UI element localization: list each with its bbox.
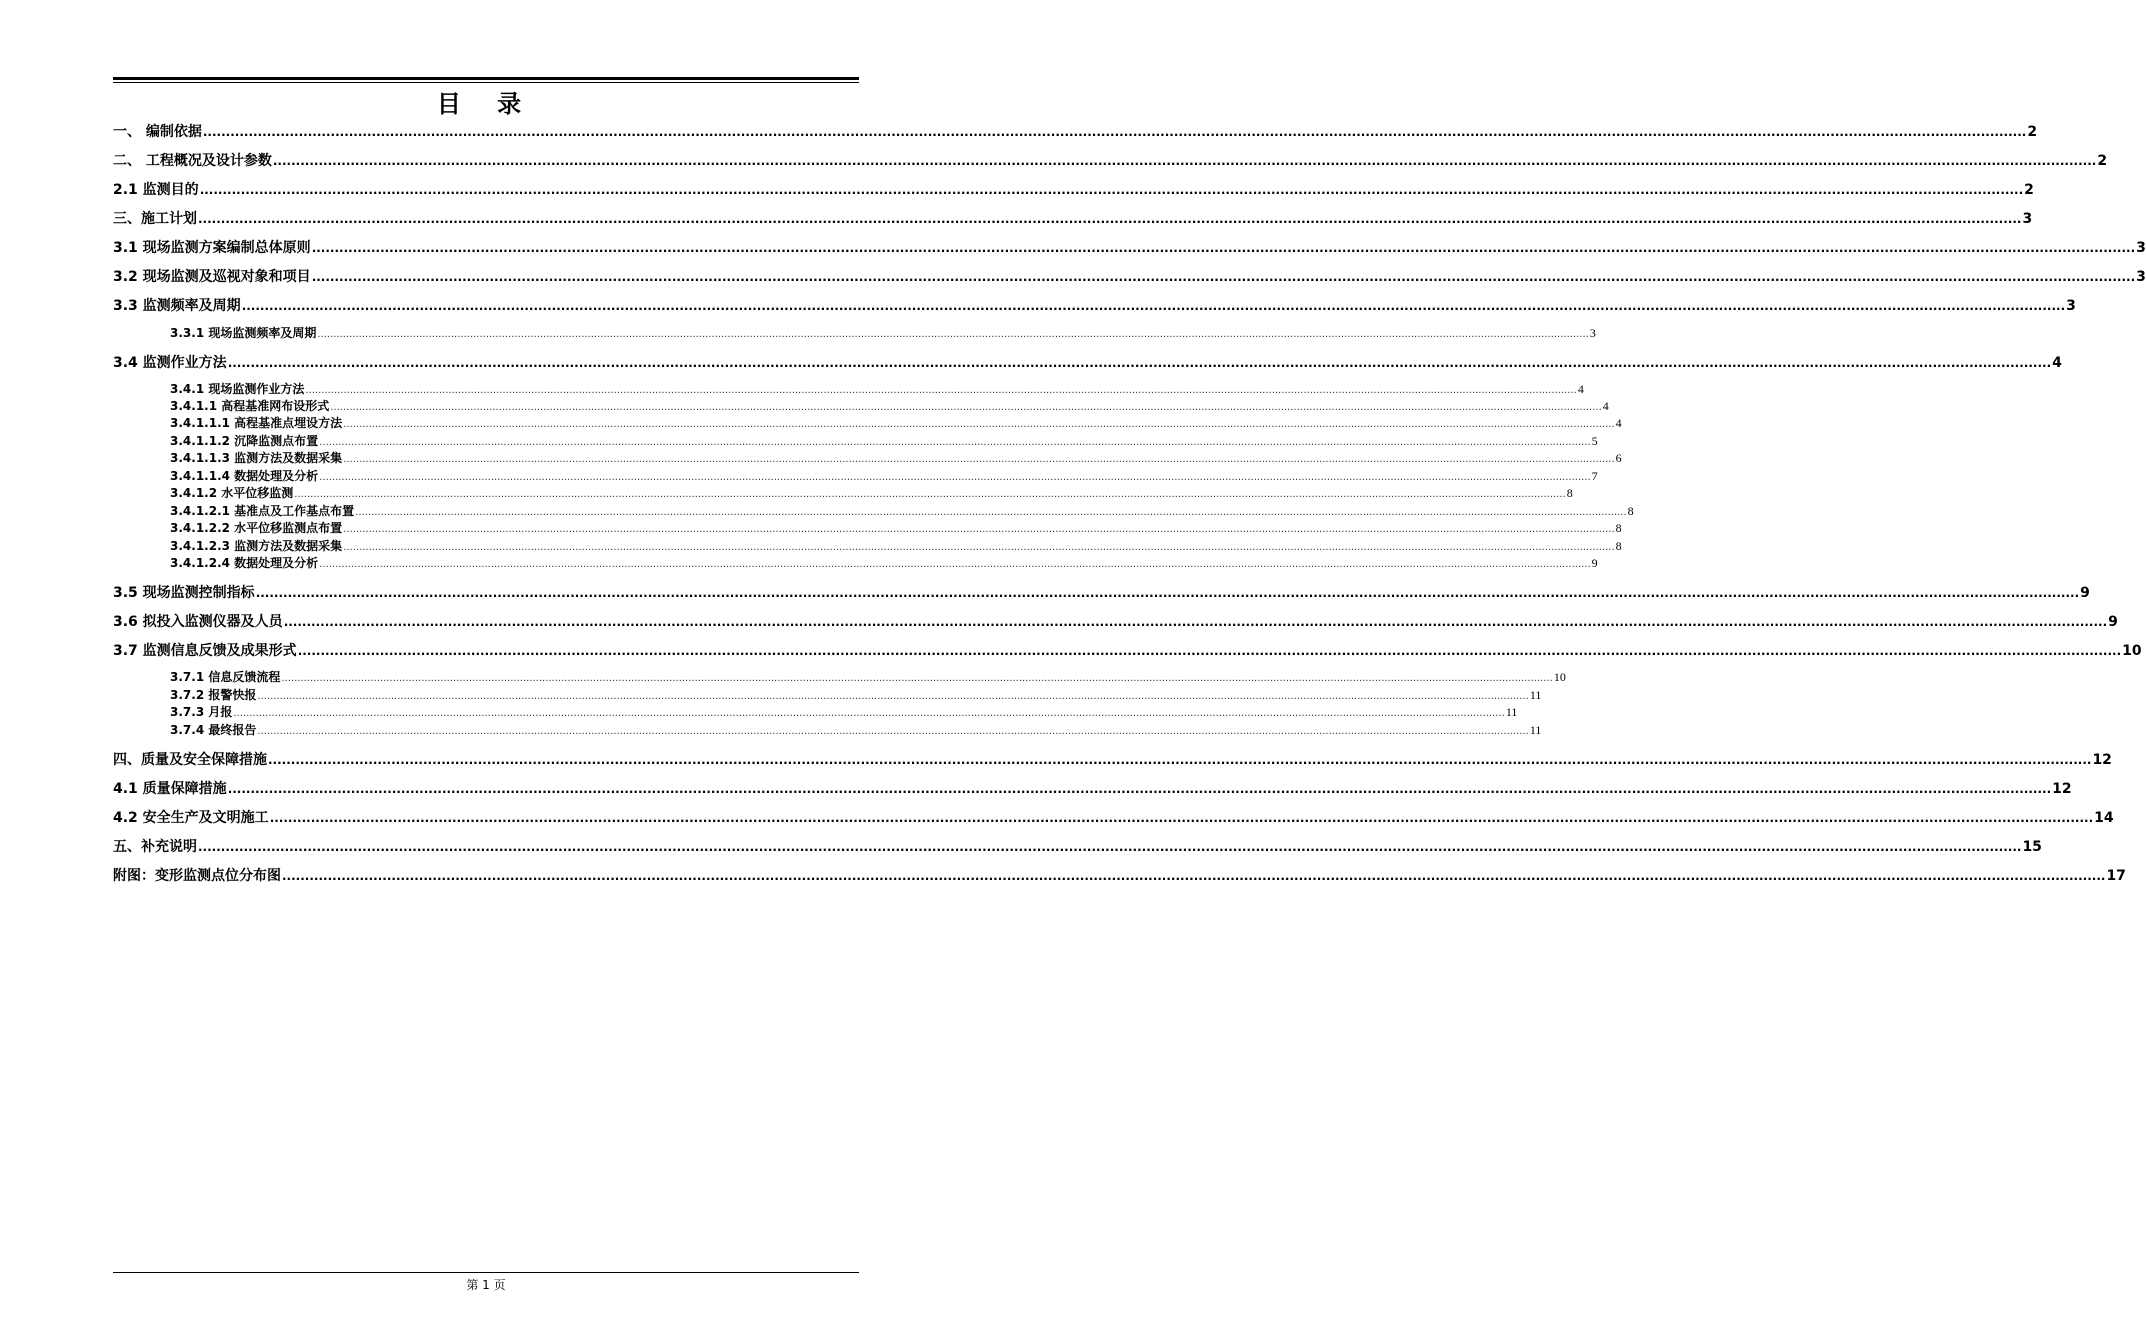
toc-entry-page: 15 <box>2022 839 2042 855</box>
dot-leader: ................................................................................................................................................................................................................................................................................................................................................................................................................ <box>272 154 2097 168</box>
dot-leader: ................................................................................................................................................................................................................................................................................................................................................................................................................ <box>343 454 1615 465</box>
toc-entry-page: 8 <box>1627 504 1634 518</box>
page-number-footer: 第 1 页 <box>466 1278 506 1292</box>
toc-entry[interactable] <box>170 484 1573 501</box>
dot-leader: ................................................................................................................................................................................................................................................................................................................................................................................................................ <box>241 299 2066 313</box>
dot-leader: ................................................................................................................................................................................................................................................................................................................................................................................................................ <box>355 507 1627 518</box>
toc-entry[interactable] <box>170 668 1566 685</box>
dot-leader: ................................................................................................................................................................................................................................................................................................................................................................................................................ <box>343 419 1615 430</box>
toc-entry[interactable] <box>170 397 1609 414</box>
toc-entry[interactable] <box>170 502 1634 519</box>
toc-entry-label: 3.3.1 现场监测频率及周期 <box>170 326 317 340</box>
dot-leader: ................................................................................................................................................................................................................................................................................................................................................................................................................ <box>311 241 2136 255</box>
dot-leader: ................................................................................................................................................................................................................................................................................................................................................................................................................ <box>319 559 1591 570</box>
dot-leader: ................................................................................................................................................................................................................................................................................................................................................................................................................ <box>202 125 2027 139</box>
header-rule-thin <box>113 82 859 83</box>
toc-entry-label: 3.4.1.2 水平位移监测 <box>170 486 294 500</box>
dot-leader: ................................................................................................................................................................................................................................................................................................................................................................................................................ <box>319 437 1591 448</box>
toc-entry[interactable] <box>113 121 2038 141</box>
dot-leader: ................................................................................................................................................................................................................................................................................................................................................................................................................ <box>319 472 1591 483</box>
dot-leader: ................................................................................................................................................................................................................................................................................................................................................................................................................ <box>283 615 2108 629</box>
toc-entry-page: 14 <box>2094 810 2114 826</box>
toc-entry-label: 3.4 监测作业方法 <box>113 355 227 371</box>
toc-entry-page: 4 <box>1577 382 1584 396</box>
toc-entry[interactable] <box>113 582 2090 602</box>
toc-entry-page: 6 <box>1615 451 1622 465</box>
dot-leader: ................................................................................................................................................................................................................................................................................................................................................................................................................ <box>227 782 2052 796</box>
dot-leader: ................................................................................................................................................................................................................................................................................................................................................................................................................ <box>311 270 2136 284</box>
toc-entry-label: 附图：变形监测点位分布图 <box>113 868 281 884</box>
toc-entry[interactable] <box>113 352 2062 372</box>
toc-entry-page: 12 <box>2052 781 2072 797</box>
toc-entry-label: 3.4.1 现场监测作业方法 <box>170 382 305 396</box>
toc-entry-label: 3.7 监测信息反馈及成果形式 <box>113 643 297 659</box>
toc-entry-page: 9 <box>1591 556 1598 570</box>
toc-entry[interactable] <box>113 150 2108 170</box>
toc-entry-page: 3 <box>2022 211 2033 227</box>
toc-entry-page: 3 <box>2136 269 2146 285</box>
toc-entry-label: 3.4.1.2.1 基准点及工作基点布置 <box>170 504 355 518</box>
toc-entry[interactable] <box>113 237 2146 257</box>
toc-entry-label: 四、质量及安全保障措施 <box>113 752 267 768</box>
toc-entry-page: 11 <box>1505 705 1518 719</box>
toc-entry[interactable] <box>113 640 2142 660</box>
dot-leader: ................................................................................................................................................................................................................................................................................................................................................................................................................ <box>282 869 2106 883</box>
toc-entry[interactable] <box>170 467 1598 484</box>
toc-entry[interactable] <box>113 836 2042 856</box>
dot-leader: ................................................................................................................................................................................................................................................................................................................................................................................................................ <box>317 329 1589 340</box>
toc-entry-label: 3.3 监测频率及周期 <box>113 298 241 314</box>
toc-entry-page: 9 <box>2080 585 2090 601</box>
toc-entry[interactable] <box>170 721 1542 738</box>
dot-leader: ................................................................................................................................................................................................................................................................................................................................................................................................................ <box>198 840 2022 854</box>
toc-entry[interactable] <box>170 519 1622 536</box>
toc-entry-label: 3.2 现场监测及巡视对象和项目 <box>113 269 311 285</box>
dot-leader: ................................................................................................................................................................................................................................................................................................................................................................................................................ <box>257 691 1529 702</box>
toc-entry-label: 3.7.3 月报 <box>170 705 233 719</box>
dot-leader: ................................................................................................................................................................................................................................................................................................................................................................................................................ <box>294 489 1566 500</box>
toc-entry-label: 3.4.1.1.1 高程基准点埋设方法 <box>170 416 343 430</box>
toc-entry-label: 3.5 现场监测控制指标 <box>113 585 255 601</box>
dot-leader: ................................................................................................................................................................................................................................................................................................................................................................................................................ <box>198 212 2022 226</box>
toc-entry-label: 3.7.1 信息反馈流程 <box>170 670 281 684</box>
toc-entry[interactable] <box>170 703 1518 720</box>
dot-leader: ................................................................................................................................................................................................................................................................................................................................................................................................................ <box>330 402 1602 413</box>
toc-entry-label: 五、补充说明 <box>113 839 197 855</box>
toc-entry[interactable] <box>170 554 1598 571</box>
dot-leader: ................................................................................................................................................................................................................................................................................................................................................................................................................ <box>343 542 1615 553</box>
dot-leader: ................................................................................................................................................................................................................................................................................................................................................................................................................ <box>281 673 1553 684</box>
dot-leader: ................................................................................................................................................................................................................................................................................................................................................................................................................ <box>268 753 2092 767</box>
toc-entry[interactable] <box>113 266 2146 286</box>
toc-entry-label: 4.1 质量保障措施 <box>113 781 227 797</box>
toc-entry-label: 3.4.1.1.3 监测方法及数据采集 <box>170 451 343 465</box>
toc-entry-page: 3 <box>2136 240 2146 256</box>
toc-entry-page: 4 <box>1615 416 1622 430</box>
footer-rule <box>113 1272 859 1273</box>
toc-entry[interactable] <box>170 432 1598 449</box>
toc-entry[interactable] <box>170 380 1584 397</box>
toc-entry-label: 3.7.2 报警快报 <box>170 688 257 702</box>
toc-entry-label: 3.4.1.1.2 沉降监测点布置 <box>170 434 319 448</box>
toc-entry[interactable] <box>113 749 2112 769</box>
toc-entry-page: 8 <box>1615 539 1622 553</box>
toc-entry-page: 9 <box>2108 614 2118 630</box>
toc-entry[interactable] <box>113 295 2076 315</box>
toc-entry-label: 3.4.1.2.4 数据处理及分析 <box>170 556 319 570</box>
toc-entry-label: 3.4.1.2.2 水平位移监测点布置 <box>170 521 343 535</box>
dot-leader: ................................................................................................................................................................................................................................................................................................................................................................................................................ <box>343 524 1615 535</box>
toc-entry-label: 3.7.4 最终报告 <box>170 723 257 737</box>
toc-entry[interactable] <box>113 865 2126 885</box>
toc-entry-page: 2 <box>2027 124 2038 140</box>
toc-entry[interactable] <box>113 778 2072 798</box>
toc-entry-page: 10 <box>1553 670 1566 684</box>
toc-entry-label: 4.2 安全生产及文明施工 <box>113 810 269 826</box>
dot-leader: ................................................................................................................................................................................................................................................................................................................................................................................................................ <box>255 586 2080 600</box>
toc-title: 目 录 <box>436 90 536 118</box>
dot-leader: ................................................................................................................................................................................................................................................................................................................................................................................................................ <box>199 183 2024 197</box>
toc-entry[interactable] <box>113 807 2114 827</box>
toc-entry-label: 3.4.1.1 高程基准网布设形式 <box>170 399 330 413</box>
dot-leader: ................................................................................................................................................................................................................................................................................................................................................................................................................ <box>305 385 1577 396</box>
toc-entry-page: 10 <box>2122 643 2142 659</box>
toc-entry[interactable] <box>113 179 2034 199</box>
toc-entry[interactable] <box>170 449 1622 466</box>
toc-entry-page: 4 <box>1602 399 1609 413</box>
toc-entry-page: 12 <box>2092 752 2112 768</box>
toc-entry-label: 三、施工计划 <box>113 211 197 227</box>
toc-entry-label: 3.4.1.2.3 监测方法及数据采集 <box>170 539 343 553</box>
toc-entry-page: 11 <box>1529 723 1542 737</box>
toc-entry[interactable] <box>113 611 2118 631</box>
toc-entry-page: 5 <box>1591 434 1598 448</box>
toc-entry-page: 2 <box>2097 153 2108 169</box>
dot-leader: ................................................................................................................................................................................................................................................................................................................................................................................................................ <box>269 811 2094 825</box>
dot-leader: ................................................................................................................................................................................................................................................................................................................................................................................................................ <box>227 356 2052 370</box>
dot-leader: ................................................................................................................................................................................................................................................................................................................................................................................................................ <box>257 726 1529 737</box>
toc-entry-page: 2 <box>2024 182 2034 198</box>
toc-entry-page: 7 <box>1591 469 1598 483</box>
toc-entry-page: 8 <box>1615 521 1622 535</box>
toc-entry-label: 3.6 拟投入监测仪器及人员 <box>113 614 283 630</box>
toc-entry[interactable] <box>170 324 1596 341</box>
toc-entry[interactable] <box>170 414 1622 431</box>
toc-entry-label: 3.4.1.1.4 数据处理及分析 <box>170 469 319 483</box>
toc-entry[interactable] <box>170 537 1622 554</box>
toc-entry-page: 3 <box>1589 326 1596 340</box>
toc-entry-label: 一、 编制依据 <box>113 124 202 140</box>
dot-leader: ................................................................................................................................................................................................................................................................................................................................................................................................................ <box>233 708 1505 719</box>
toc-entry-page: 17 <box>2106 868 2126 884</box>
toc-entry-page: 3 <box>2066 298 2076 314</box>
toc-entry-page: 4 <box>2052 355 2062 371</box>
toc-entry-label: 二、 工程概况及设计参数 <box>113 153 272 169</box>
toc-entry-label: 3.1 现场监测方案编制总体原则 <box>113 240 311 256</box>
toc-entry[interactable] <box>170 686 1542 703</box>
header-rule-thick <box>113 77 859 80</box>
dot-leader: ................................................................................................................................................................................................................................................................................................................................................................................................................ <box>297 644 2122 658</box>
toc-entry-page: 8 <box>1566 486 1573 500</box>
toc-entry[interactable] <box>113 208 2033 228</box>
toc-entry-label: 2.1 监测目的 <box>113 182 199 198</box>
toc-entry-page: 11 <box>1529 688 1542 702</box>
